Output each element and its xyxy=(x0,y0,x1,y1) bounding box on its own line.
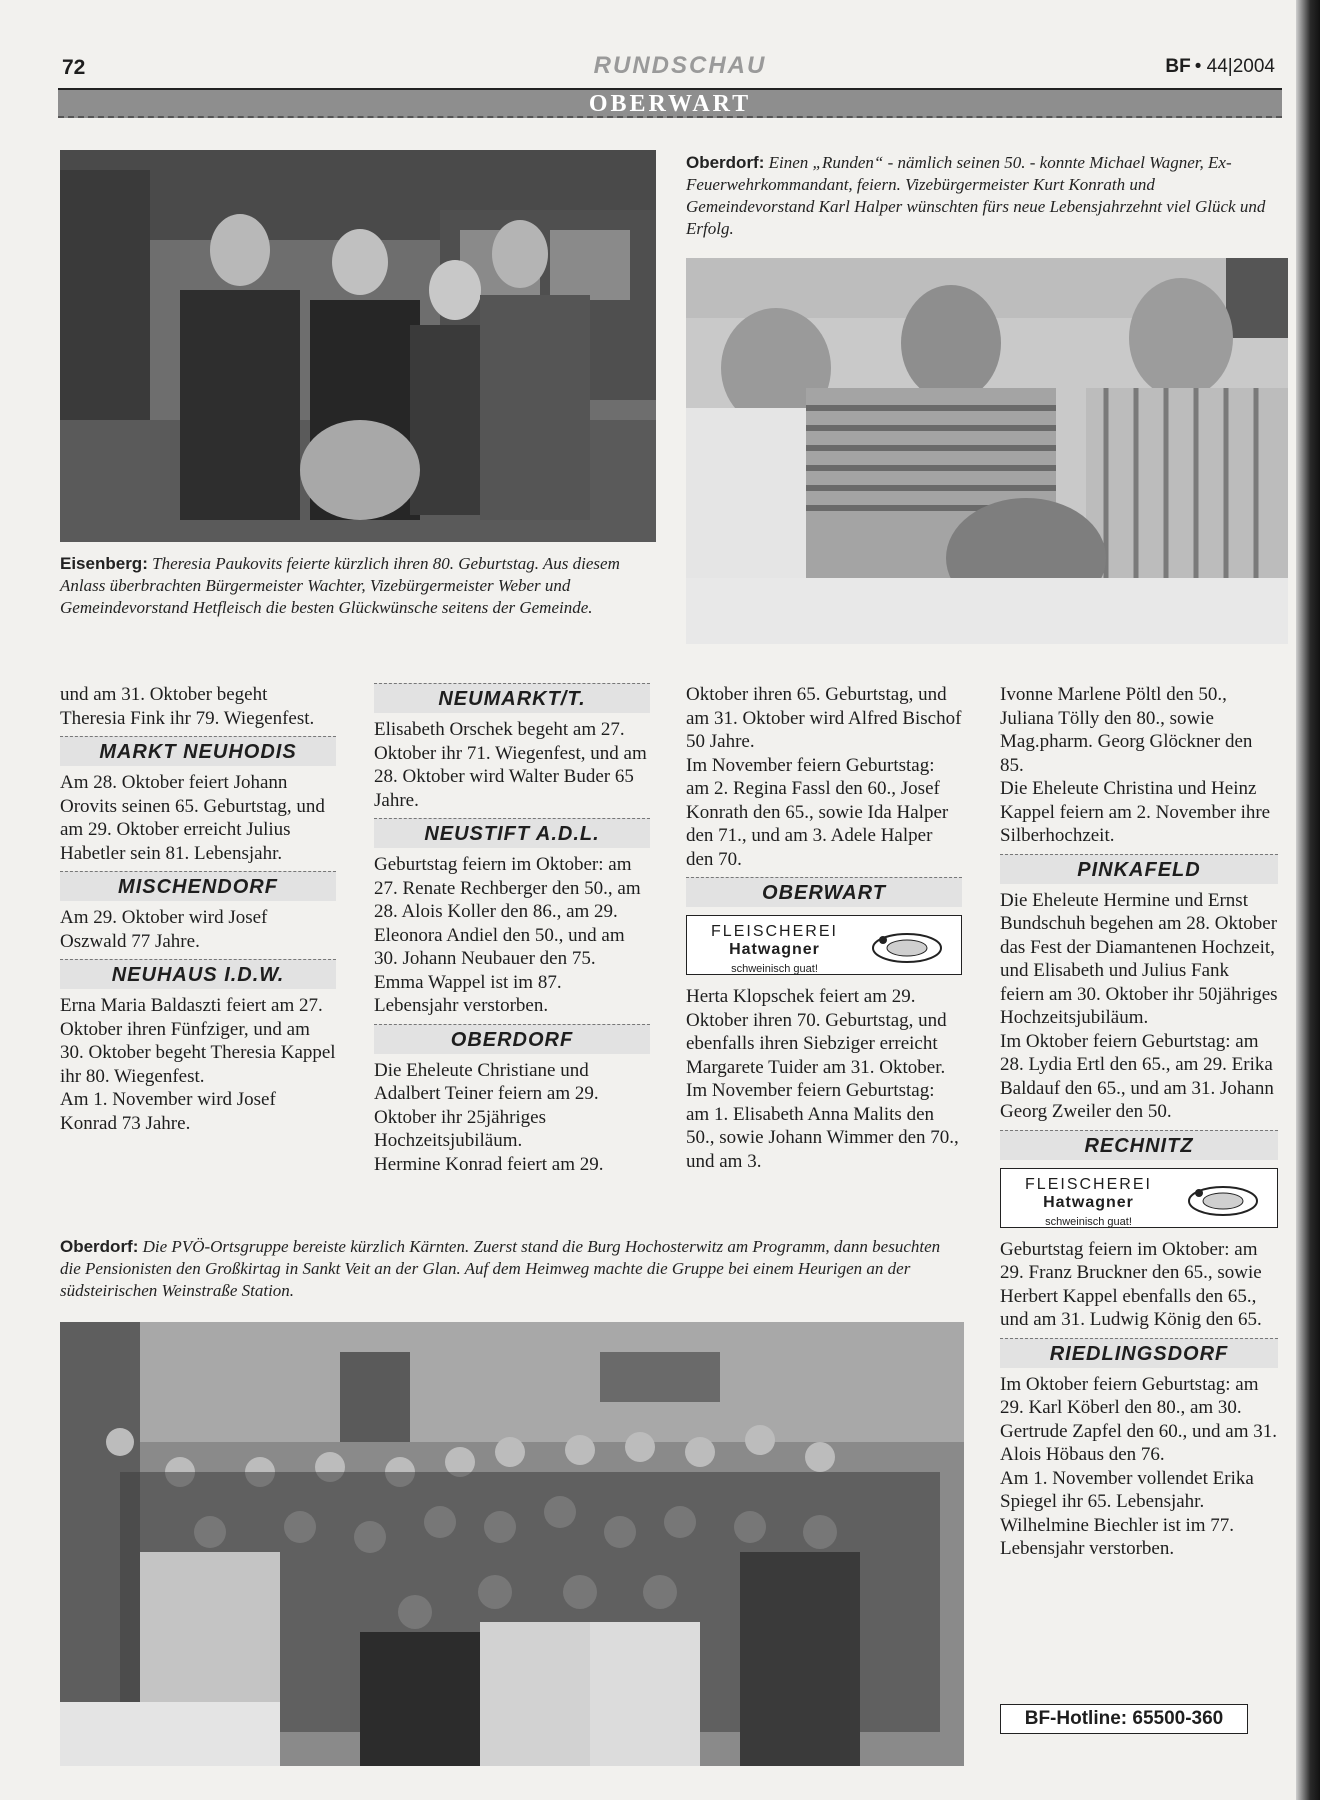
column-text: Geburtstag feiern im Oktober: am 29. Franz Bruckner den 65., sowie Herbert Kappel ebenfalls den 65., und am 31. Ludwig König den 65. xyxy=(1000,1238,1262,1330)
column-text: Im Oktober feiern Geburtstag: am 29. Karl Köberl den 80., am 30. Gertrude Zapfel den 60., und am 31. Alois Höbaus den 76. xyxy=(1000,1373,1277,1465)
butcher-ad xyxy=(686,915,962,975)
column-text: Am 29. Oktober wird Josef Oszwald 77 Jahre. xyxy=(60,907,268,952)
column-text: Die Eheleute Christiane und Adalbert Teiner feiern am 29. Oktober ihr 25jähriges Hochzeitsjubiläum. xyxy=(374,1059,599,1151)
town-heading-neumarkt: NEUMARKT/T. xyxy=(374,683,650,713)
page-number: 72 xyxy=(62,56,86,79)
ad-company: FLEISCHEREI xyxy=(1025,1175,1152,1193)
town-heading-pinkafeld: PINKAFELD xyxy=(1000,854,1278,884)
column-1 xyxy=(60,683,336,1135)
column-3 xyxy=(686,683,962,1173)
column-text: Ivonne Marlene Pöltl den 50., Juliana Tölly den 80., sowie Mag.pharm. Georg Glöckner den 85. xyxy=(1000,684,1253,776)
region-title: OBERWART xyxy=(588,91,752,117)
column-4 xyxy=(1000,683,1278,1561)
column-text: Wilhelmine Biechler ist im 77. Lebensjahr verstorben. xyxy=(1000,1514,1235,1559)
caption-oberdorf-trip xyxy=(60,1236,960,1302)
caption-place: Eisenberg: xyxy=(60,554,148,573)
hotline-box: BF-Hotline: 65500-360 xyxy=(1000,1704,1248,1734)
column-text: Herta Klopschek feiert am 29. Oktober ihren 70. Geburtstag, und ebenfalls ihren Siebziger erreicht Margarete Tuider am 31. Oktober. xyxy=(686,986,947,1078)
column-text: Am 1. November wird Josef Konrad 73 Jahre. xyxy=(60,1089,276,1134)
caption-eisenberg xyxy=(60,553,656,619)
column-text: Oktober ihren 65. Geburtstag, und am 31. Oktober wird Alfred Bischof 50 Jahre. xyxy=(686,684,962,752)
butcher-ad xyxy=(1000,1168,1278,1228)
ad-slogan: schweinisch guat! xyxy=(731,963,818,975)
column-text: Die Eheleute Christina und Heinz Kappel feiern am 2. November ihre Silberhochzeit. xyxy=(1000,778,1271,846)
caption-text: Theresia Paukovits feierte kürzlich ihren 80. Geburtstag. Aus diesem Anlass überbrachten Bürgermeister Wachter, Vizebürgermeister Weber und Gemeindevorstand Hetfleisch die besten Glückwünsche seitens der Gemeinde. xyxy=(60,554,620,617)
caption-text: Einen „Runden“ - nämlich seinen 50. - konnte Michael Wagner, Ex-Feuerwehrkommandant, feiern. Vizebürgermeister Kurt Konrath und Gemeindevorstand Karl Halper wünschten fürs neue Lebensjahrzehnt viel Glück und Erfolg. xyxy=(686,153,1266,238)
column-text: Im November feiern Geburtstag: am 2. Regina Fassl den 60., Josef Konrath den 65., sowie Ida Halper den 71., und am 3. Adele Halper den 70. xyxy=(686,754,949,870)
ad-name: Hatwagner xyxy=(729,941,820,958)
town-heading-mischendorf: MISCHENDORF xyxy=(60,871,336,901)
column-text: Elisabeth Orschek begeht am 27. Oktober ihr 71. Wiegenfest, und am 28. Oktober wird Walter Buder 65 Jahre. xyxy=(374,719,647,811)
town-heading-neustift: NEUSTIFT A.D.L. xyxy=(374,818,650,848)
column-text: Im November feiern Geburtstag: am 1. Elisabeth Anna Malits den 50., sowie Johann Wimmer den 70., und am 3. xyxy=(686,1080,959,1172)
column-text: Am 1. November vollendet Erika Spiegel ihr 65. Lebensjahr. xyxy=(1000,1467,1254,1512)
ad-company: FLEISCHEREI xyxy=(711,923,838,940)
pig-icon xyxy=(867,926,947,966)
town-heading-rechnitz: RECHNITZ xyxy=(1000,1130,1278,1160)
region-banner xyxy=(58,88,1282,118)
caption-text: Die PVÖ-Ortsgruppe bereiste kürzlich Kärnten. Zuerst stand die Burg Hochosterwitz am Programm, dann besuchten die Pensionisten den Großkirtag in Sankt Veit an der Glan. Auf dem Heimweg machte die Gruppe bei einem Heurigen an der südsteirischen Weinstraße Station. xyxy=(60,1237,941,1300)
caption-oberdorf-birthday xyxy=(686,152,1282,240)
town-heading-markt-neuhodis: MARKT NEUHODIS xyxy=(60,736,336,766)
issue-number: • 44|2004 xyxy=(1194,56,1275,77)
town-heading-oberwart: OBERWART xyxy=(686,877,962,907)
photo-oberdorf-trip xyxy=(60,1322,964,1766)
ad-name: Hatwagner xyxy=(1043,1193,1134,1211)
town-heading-oberdorf: OBERDORF xyxy=(374,1024,650,1054)
pig-icon xyxy=(1183,1179,1263,1219)
caption-place: Oberdorf: xyxy=(60,1237,139,1256)
photo-oberdorf-birthday xyxy=(686,258,1288,644)
column-text: Emma Wappel ist im 87. Lebensjahr verstorben. xyxy=(374,971,562,1016)
publication-name: BF xyxy=(1165,56,1191,77)
column-text: Am 28. Oktober feiert Johann Orovits seinen 65. Geburtstag, und am 29. Oktober erreicht Julius Habetler sein 81. Lebensjahr. xyxy=(60,772,325,864)
column-text: Hermine Konrad feiert am 29. xyxy=(374,1153,604,1175)
issue-info xyxy=(1165,56,1275,78)
town-heading-riedlingsdorf: RIEDLINGSDORF xyxy=(1000,1338,1278,1368)
photo-eisenberg xyxy=(60,150,656,542)
column-text: und am 31. Oktober begeht Theresia Fink ihr 79. Wiegenfest. xyxy=(60,684,315,729)
caption-place: Oberdorf: xyxy=(686,153,765,172)
column-2 xyxy=(374,683,650,1176)
column-text: Erna Maria Baldaszti feiert am 27. Oktober ihren Fünfziger, und am 30. Oktober begeht Theresia Kappel ihr 80. Wiegenfest. xyxy=(60,995,336,1087)
section-title: RUNDSCHAU xyxy=(593,52,767,79)
column-text: Geburtstag feiern im Oktober: am 27. Renate Rechberger den 50., am 28. Alois Koller den 86., am 29. Eleonora Andiel den 50., und am 30. Johann Neubauer den 75. xyxy=(374,854,641,969)
scan-edge-shadow xyxy=(1296,0,1320,1800)
town-heading-neuhaus: NEUHAUS I.D.W. xyxy=(60,959,336,989)
ad-slogan: schweinisch guat! xyxy=(1045,1215,1132,1228)
column-text: Im Oktober feiern Geburtstag: am 28. Lydia Ertl den 65., am 29. Erika Baldauf den 65., und am 31. Johann Georg Zweiler den 50. xyxy=(1000,1030,1274,1122)
column-text: Die Eheleute Hermine und Ernst Bundschuh begehen am 28. Oktober das Fest der Diamantenen Hochzeit, und Elisabeth und Julius Fank feiern am 30. Oktober ihr 50jähriges Hochzeitsjubiläum. xyxy=(1000,889,1278,1028)
